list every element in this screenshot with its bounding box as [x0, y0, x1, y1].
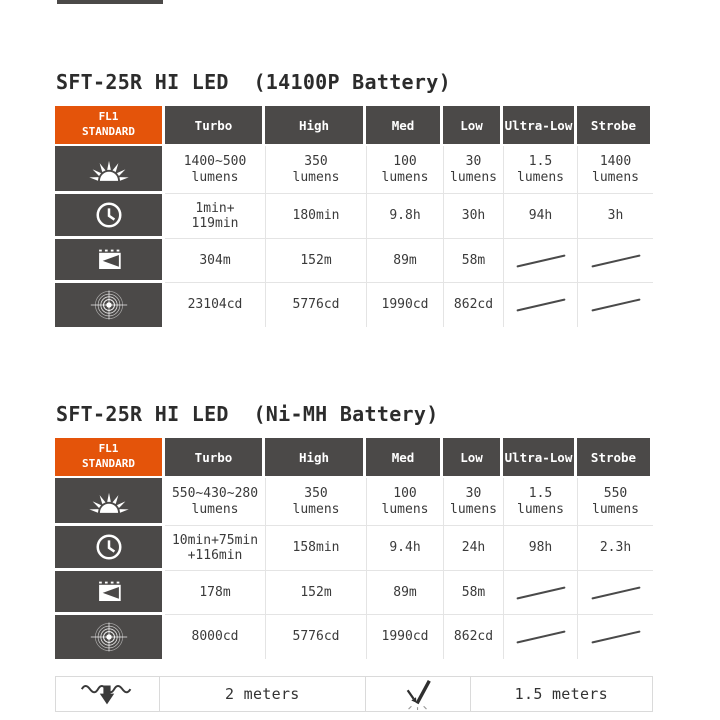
spec-value: lumens	[292, 169, 340, 185]
spec-cell	[503, 283, 577, 327]
column-header-turbo: Turbo	[165, 438, 265, 478]
top-partial-cell	[57, 0, 163, 4]
runtime-icon	[55, 526, 165, 571]
spec-value: 350	[304, 154, 328, 170]
spec-value: 862cd	[453, 297, 494, 313]
spec-grid	[55, 106, 653, 327]
spec-value: lumens	[517, 501, 564, 517]
submersible-icon	[56, 677, 159, 711]
spec-cell	[165, 615, 265, 659]
column-header-ultra-low: Ultra-Low	[503, 438, 577, 478]
fl1-standard-badge	[55, 438, 165, 478]
spec-cell	[443, 478, 503, 526]
spec-cell	[577, 283, 653, 327]
spec-value: 350	[304, 486, 328, 502]
spec-value: 5776cd	[292, 297, 340, 313]
spec-value: 30h	[461, 208, 486, 224]
spec-cell	[503, 146, 577, 194]
spec-value: 1400	[599, 154, 632, 170]
spec-row	[55, 283, 653, 327]
fl1-line: STANDARD	[82, 457, 135, 470]
spec-cell	[265, 146, 366, 194]
table-title: SFT-25R HI LED (14100P Battery)	[56, 70, 451, 94]
header-row	[55, 438, 653, 478]
spec-cell	[165, 478, 265, 526]
spec-cell	[366, 194, 443, 239]
spec-value: lumens	[592, 501, 639, 517]
spec-cell	[443, 526, 503, 571]
spec-cell	[265, 283, 366, 327]
spec-value: 98h	[528, 540, 553, 556]
impact-resistance-icon	[365, 677, 470, 711]
spec-value: 180min	[292, 208, 340, 224]
spec-value: lumens	[381, 501, 429, 517]
fl1-standard-badge	[55, 106, 165, 146]
table-title: SFT-25R HI LED (Ni-MH Battery)	[56, 402, 439, 426]
spec-value: 1990cd	[381, 297, 429, 313]
spec-cell	[503, 478, 577, 526]
peak-intensity-icon	[55, 283, 165, 327]
spec-value: 5776cd	[292, 629, 340, 645]
fl1-line: STANDARD	[82, 125, 135, 138]
spec-value: 100	[393, 486, 417, 502]
impact-rating: 1.5 meters	[470, 677, 652, 711]
beam-distance-icon	[55, 571, 165, 615]
spec-cell	[503, 194, 577, 239]
spec-value: lumens	[292, 501, 340, 517]
spec-value: 550	[603, 486, 628, 502]
spec-value: 58m	[461, 584, 486, 600]
not-applicable-slash	[516, 254, 565, 267]
spec-value: 152m	[300, 252, 332, 268]
spec-value: 152m	[300, 584, 332, 600]
spec-cell	[265, 194, 366, 239]
spec-cell	[443, 239, 503, 283]
spec-cell	[577, 571, 653, 615]
spec-value: lumens	[450, 169, 497, 185]
spec-value: 178m	[199, 584, 231, 600]
spec-cell	[165, 571, 265, 615]
spec-cell	[577, 146, 653, 194]
peak-intensity-icon	[55, 615, 165, 659]
column-header-med: Med	[366, 438, 443, 478]
not-applicable-slash	[516, 298, 565, 311]
spec-row	[55, 526, 653, 571]
spec-value: 9.4h	[389, 540, 421, 556]
spec-cell	[366, 615, 443, 659]
spec-value: 23104cd	[187, 297, 243, 313]
spec-cell	[366, 526, 443, 571]
column-header-ultra-low: Ultra-Low	[503, 106, 577, 146]
spec-value: 100	[393, 154, 417, 170]
spec-value: 10min+75min	[171, 532, 259, 548]
spec-value: 1400~500	[183, 154, 247, 170]
spec-cell	[443, 146, 503, 194]
spec-cell	[366, 283, 443, 327]
spec-value: 30	[465, 154, 482, 170]
spec-row	[55, 615, 653, 659]
spec-cell	[577, 615, 653, 659]
spec-cell	[443, 283, 503, 327]
spec-table-14100p	[55, 71, 653, 327]
not-applicable-slash	[516, 630, 565, 643]
spec-cell	[577, 239, 653, 283]
spec-cell	[165, 526, 265, 571]
spec-cell	[366, 146, 443, 194]
spec-cell	[577, 194, 653, 239]
spec-value: lumens	[450, 501, 497, 517]
spec-value: 3h	[607, 208, 624, 224]
spec-value: 24h	[461, 540, 486, 556]
column-header-low: Low	[443, 438, 503, 478]
spec-table-nimh	[55, 403, 653, 659]
brightness-icon	[55, 146, 165, 194]
column-header-high: High	[265, 438, 366, 478]
spec-value: 8000cd	[191, 629, 239, 645]
spec-value: 2.3h	[599, 540, 632, 556]
beam-distance-icon	[55, 239, 165, 283]
column-header-high: High	[265, 106, 366, 146]
spec-cell	[165, 146, 265, 194]
spec-grid	[55, 438, 653, 659]
fl1-line: FL1	[98, 442, 119, 456]
spec-cell	[165, 239, 265, 283]
spec-value: 1.5	[528, 154, 553, 170]
spec-cell	[366, 239, 443, 283]
spec-value: +116min	[187, 548, 243, 563]
column-header-low: Low	[443, 106, 503, 146]
column-header-med: Med	[366, 106, 443, 146]
not-applicable-slash	[591, 298, 640, 311]
not-applicable-slash	[591, 254, 640, 267]
spec-value: 89m	[393, 252, 417, 268]
spec-value: 862cd	[453, 629, 494, 645]
spec-cell	[443, 571, 503, 615]
spec-cell	[265, 239, 366, 283]
spec-cell	[503, 571, 577, 615]
brightness-icon	[55, 478, 165, 526]
spec-cell	[577, 478, 653, 526]
column-header-strobe: Strobe	[577, 106, 653, 146]
spec-row	[55, 571, 653, 615]
spec-value: 304m	[199, 252, 231, 268]
spec-cell	[265, 615, 366, 659]
spec-value: 9.8h	[389, 208, 421, 224]
spec-row	[55, 239, 653, 283]
spec-cell	[577, 526, 653, 571]
spec-value: 89m	[393, 584, 417, 600]
spec-row	[55, 194, 653, 239]
spec-cell	[503, 239, 577, 283]
spec-value: 94h	[528, 208, 553, 224]
submersible-rating: 2 meters	[159, 677, 365, 711]
column-header-strobe: Strobe	[577, 438, 653, 478]
spec-value: 119min	[191, 216, 239, 231]
header-row	[55, 106, 653, 146]
spec-row	[55, 478, 653, 526]
spec-row	[55, 146, 653, 194]
spec-cell	[165, 283, 265, 327]
spec-value: 158min	[292, 540, 340, 556]
spec-value: 58m	[461, 252, 486, 268]
spec-cell	[265, 478, 366, 526]
spec-cell	[503, 526, 577, 571]
spec-value: 1min+	[195, 200, 235, 216]
spec-cell	[165, 194, 265, 239]
spec-cell	[443, 615, 503, 659]
spec-value: lumens	[191, 501, 239, 517]
spec-cell	[265, 526, 366, 571]
column-header-turbo: Turbo	[165, 106, 265, 146]
spec-cell	[503, 615, 577, 659]
not-applicable-slash	[516, 586, 565, 599]
runtime-icon	[55, 194, 165, 239]
spec-value: 1990cd	[381, 629, 429, 645]
not-applicable-slash	[591, 630, 640, 643]
spec-value: lumens	[191, 169, 239, 185]
spec-cell	[366, 478, 443, 526]
spec-value: 30	[465, 486, 482, 502]
spec-value: lumens	[592, 169, 639, 185]
spec-value: lumens	[381, 169, 429, 185]
spec-cell	[443, 194, 503, 239]
fl1-line: FL1	[98, 110, 119, 124]
spec-value: lumens	[517, 169, 564, 185]
spec-cell	[366, 571, 443, 615]
spec-value: 550~430~280	[171, 486, 259, 502]
not-applicable-slash	[591, 586, 640, 599]
spec-cell	[265, 571, 366, 615]
spec-value: 1.5	[528, 486, 553, 502]
rating-bar	[55, 676, 653, 712]
